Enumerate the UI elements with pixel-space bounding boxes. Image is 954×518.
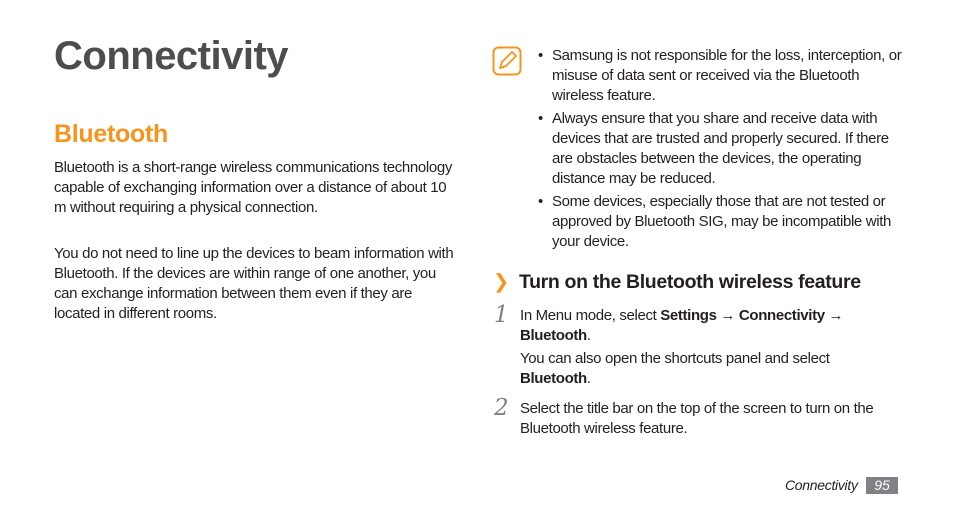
step-number: 2 [494,395,509,421]
step-1-text: In Menu mode, select Settings → Connectivity → Bluetooth. [520,307,844,344]
note-list [540,46,905,255]
range-paragraph: You do not need to line up the devices to beam information with Bluetooth. If the devices are within range of one another, you can exchange information between them even if they are located in different rooms. [54,245,454,322]
footer-chapter-label: Connectivity [785,477,858,493]
step-number: 1 [494,302,509,328]
chapter-title: Connectivity [54,34,289,78]
intro-paragraph: Bluetooth is a short-range wireless communications technology capable of exchanging information over a distance of about 10 m without requiring a physical connection. [54,159,453,216]
section-title: Bluetooth [54,120,168,148]
procedure-heading [493,270,861,294]
list-item: • Always ensure that you share and receive data with devices that are trusted and properly secured. If there are obstacles between the devices, the operating distance may be reduced. [538,110,889,187]
list-item: • Samsung is not responsible for the loss, interception, or misuse of data sent or received via the Bluetooth wireless feature. [538,47,902,104]
list-item: • Some devices, especially those that are not tested or approved by Bluetooth SIG, may be incompatible with your device. [538,193,892,250]
chevron-right-icon: ❯ [493,271,509,293]
step-2-text: Select the title bar on the top of the screen to turn on the Bluetooth wireless feature. [520,400,874,437]
step-1-extra: You can also open the shortcuts panel and select Bluetooth. [520,350,830,387]
procedure-title: Turn on the Bluetooth wireless feature [519,271,861,293]
note-pencil-icon [492,46,522,76]
page-number-badge: 95 [866,477,898,494]
